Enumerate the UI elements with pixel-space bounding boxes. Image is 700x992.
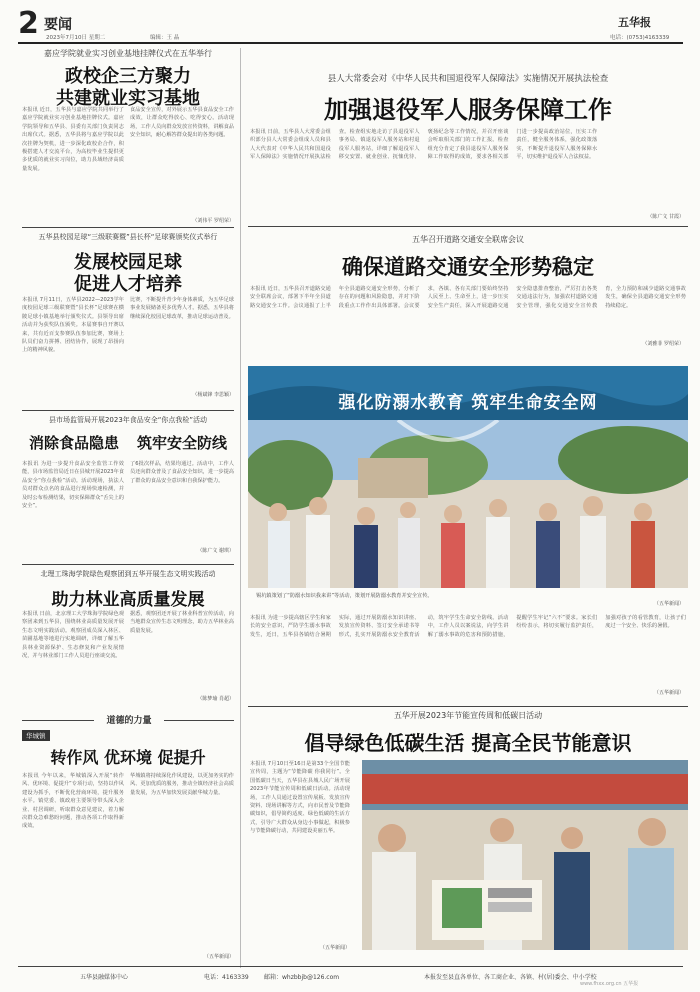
article-body: 本报讯 为进一步提升食品安全监管工作效能，县市场监管局近日在县城开展2023年食品安全“你点我检”活动。活动现场，执法人员对群众点名的食品进行现场快速检测，并及时公布检测结果，切实保障群众“舌尖上的安全”。: [22, 461, 124, 510]
masthead-phone: 电话：(0753)4163339: [610, 35, 670, 41]
photo-scene: [248, 420, 688, 588]
article-divider: [248, 226, 688, 227]
footer-rule: [18, 966, 683, 967]
article-byline: （五华新闻）: [319, 945, 350, 951]
article-byline: （陈广文 谢琪）: [197, 548, 234, 554]
article-title: 促进人才培养: [74, 274, 182, 295]
page-number: 2: [18, 6, 39, 41]
watermark: www.fhxx.org.cn 五华报: [580, 981, 639, 987]
banner-rule-left: [22, 720, 94, 721]
article-title: 共建就业实习基地: [56, 88, 200, 109]
article-divider: [22, 227, 234, 228]
article-title: 倡导绿色低碳生活 提高全民节能意识: [304, 731, 632, 755]
footer-phone: 电话：4163339: [204, 974, 249, 981]
article-title: 发展校园足球: [74, 252, 182, 273]
article-byline: （五华新闻）: [203, 954, 234, 960]
article-kicker: 北理工珠海学院绿色观察团到五华开展生态文明实践活动: [40, 570, 216, 578]
article-body: 本报讯 7月10日至16日是第33个全国节能宣传周，主题为“节能降碳 你我同行”。全国低碳日当天，五华县在县城人民广场开展2023年节能宣传周和低碳日活动。活动现场，工作人员通过设置宣传展板、发放宣传资料、现场讲解等方式，向市民普及节能降碳知识，倡导简约适度、绿色低碳的生活方式，引导广大群众从身边小事做起，积极参与节能降碳行动，共同建设美丽五华。: [250, 761, 350, 835]
banner-rule-right: [164, 720, 234, 721]
article-title: 筑牢安全防线: [136, 434, 227, 452]
section-title: 要闻: [44, 17, 72, 33]
article-kicker: 县市场监管局开展2023年食品安全“你点我检”活动: [48, 416, 208, 424]
article-body: 本报讯 为进一步提高辖区学生和家长的安全意识，严防学生溺水事故发生，近日，五华县各镇结合暑期实际，通过开展防溺水知识讲座、发放宣传资料、签订安全承诺书等形式，扎实开展防溺水安全教育活动，筑牢学生生命安全防线。活动中，工作人员以案说法，向学生讲解了溺水事故的危害和预防措施，提醒学生牢记“六不”要求。家长们纷纷表示，将切实履行监护责任，加强对孩子的看管教育，让孩子们度过一个安全、快乐的暑假。: [250, 615, 686, 638]
section-tag: 华城镇: [22, 730, 50, 741]
article-body: 了6批次样品，结果均通过。活动中，工作人员还向群众普及了食品安全知识，进一步提高了群众的食品安全意识和自我保护能力。: [130, 461, 234, 484]
photo-scene: [362, 760, 688, 950]
lead-body: 本报讯 日前，五华县人大常委会组织部分县人大常委会组成人员和县人大代表对《中华人民共和国退役军人保障法》实施情况开展执法检查。检查组实地走访了县退役军人事务局、镇退役军人服务站和村退役军人服务站，详细了解退役军人移交安置、就业创业、抚恤优待、褒扬纪念等工作情况，并召开座谈会听取相关部门的工作汇报。检查组充分肯定了我县退役军人服务保障工作取得的成效，要求各相关部门进一步提高政治站位，压实工作责任，健全服务体系，强化政策落实，不断提升退役军人服务保障水平，切实维护退役军人合法权益。: [250, 129, 598, 161]
article-title: 确保道路交通安全形势稳定: [342, 254, 594, 279]
article-body: 比赛，不断提升青少年身体素质，为五华足球事业发展储备更多优秀人才。据悉，五华县将继续深化校园足球改革，推动足球运动普及。: [130, 297, 234, 320]
article-body: 本报讯 今年以来，华城镇深入开展“转作风、优环境、促提升”专项行动，坚持以作风建设为抓手，不断优化营商环境，提升服务水平。镇党委、镇政府主要领导带头深入企业、村居调研，听取群众意见建议，着力解决群众急难愁盼问题，推动各项工作取得新成效。: [22, 773, 124, 830]
masthead-rule: [18, 42, 683, 44]
article-body: 本报讯 近日，五华县与嘉应学院共同举行了嘉应学院就业实习创业基地挂牌仪式。嘉应学院领导和五华县、县委有关部门负责同志出席仪式。据悉，五华县将与嘉应学院以此次挂牌为契机，进一步深化政校企合作，积极搭建人才交流平台，为高校毕业生提供更多优质的就业实习岗位，助力县域经济高质量发展。: [22, 107, 124, 172]
footer-email: 邮箱：whzbbjb@126.com: [264, 974, 340, 981]
campaign-banner-title: 强化防溺水教育 筑牢生命安全网: [338, 393, 598, 413]
lead-title: 加强退役军人服务保障工作: [324, 95, 612, 124]
column-divider: [240, 48, 241, 968]
article-kicker: 五华开展2023年节能宣传周和低碳日活动: [393, 711, 543, 720]
article-body: 本报讯 近日，五华县召开道路交通安全联席会议，部署下半年全县道路交通安全工作。会议通报了上半年全县道路交通安全形势，分析了存在的问题和风险隐患，并对下阶段重点工作作出具体部署。会议要求，各镇、各有关部门要始终坚持人民至上、生命至上，进一步压实安全生产责任，深入开展道路交通安全隐患排查整治，严厉打击各类交通违法行为，加强农村道路交通安全管理，强化交通安全宣传教育，全力预防和减少道路交通事故发生，确保全县道路交通安全形势持续稳定。: [250, 286, 686, 309]
article-body: 据悉，观察团还开展了林业科普宣传活动，向当地群众宣传生态文明理念，助力五华林业高质量发展。: [130, 611, 234, 634]
article-byline: （刘雅菲 罗绍荣）: [642, 341, 684, 347]
article-body: 本报讯 日前，北京理工大学珠海学院绿色观察团来到五华县，围绕林业高质量发展开展生态文明实践活动。观察团成员深入林区、苗圃基地等地进行实地调研，详细了解五华县林业资源保护、生态修复和产业发展情况，并与林业部门工作人员进行座谈交流。: [22, 611, 124, 660]
paper-name: 五华报: [618, 16, 651, 29]
photo-credit: （五华新闻）: [653, 601, 684, 607]
article-title: 助力林业高质量发展: [51, 590, 205, 610]
lead-byline: （陈广文 甘霞）: [647, 214, 684, 220]
article-divider: [22, 410, 234, 411]
editor-credit: 编辑：王 晶: [150, 35, 180, 41]
article-kicker: 五华召开道路交通安全联席会议: [412, 235, 524, 244]
drowning-education-photo: [248, 420, 688, 588]
article-byline: （刘伟平 罗绍荣）: [192, 218, 234, 224]
section-banner: 道德的力量: [106, 716, 152, 726]
photo-caption: 锡坑镇策划了“防溺水知识我来讲”等活动，策划开展防溺水教育并安全宣传。: [256, 593, 433, 599]
footer-distribution: 本报发至县直各单位、各工商企业、各镇、村(居)委会、中小学校: [424, 974, 597, 981]
article-byline: （杨斌锋 李思颖）: [192, 392, 234, 398]
lowcarbon-event-photo: [362, 760, 688, 950]
article-body: 华城镇将持续深化作风建设，以更加务实的作风、更加优质的服务，推动全镇经济社会高质量发展，为五华加快发展贡献华城力量。: [130, 773, 234, 796]
article-body: 本报讯 7月11日，五华县2022—2023学年度校园足球三级联赛暨“县长杯”足球赛在横陂足球小镇基地举行颁奖仪式。县领导出席活动并为获奖队伍颁奖。本届赛事自开赛以来，共有近百支参赛队伍参加比赛，赛场上队员们奋力拼搏、团结协作，展现了昂扬向上的精神风貌。: [22, 297, 124, 354]
article-title: 转作风 优环境 促提升: [50, 748, 206, 767]
issue-date: 2023年7月10日 星期二: [46, 35, 106, 41]
article-kicker: 五华县校园足球“三级联赛暨”县长杯“足球赛颁奖仪式举行: [38, 233, 218, 241]
article-divider: [248, 706, 688, 707]
article-divider: [22, 564, 234, 565]
article-title: 政校企三方聚力: [65, 66, 191, 87]
article-title: 消除食品隐患: [28, 434, 119, 452]
article-byline: （五华新闻）: [653, 690, 684, 696]
article-body: 食品安全宣传，对外展示五华县食品安全工作成效，让群众吃得放心、吃得安心。活动现场，工作人员向群众发放宣传资料，讲解食品安全知识，耐心解答群众提出的各类问题。: [130, 107, 234, 139]
lead-kicker: 县人大常委会对《中华人民共和国退役军人保障法》实施情况开展执法检查: [327, 74, 609, 84]
footer-org: 五华县融媒体中心: [80, 974, 129, 981]
article-byline: （陈梦瑜 肖超）: [197, 696, 234, 702]
article-kicker: 嘉应学院就业实习创业基地挂牌仪式在五华举行: [44, 49, 212, 58]
